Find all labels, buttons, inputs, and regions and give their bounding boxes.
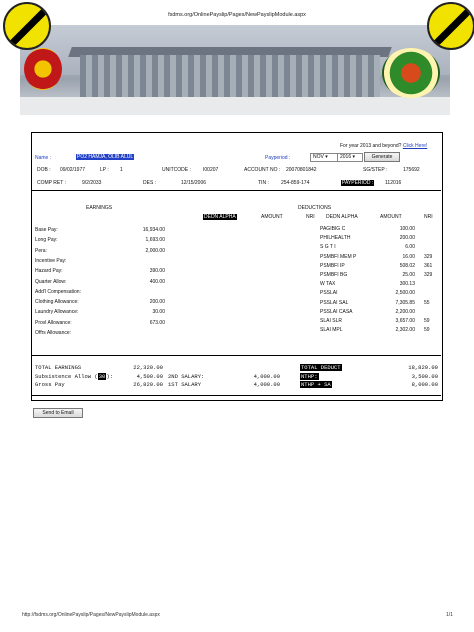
earnings-item-label: Base Pay: [35, 227, 58, 233]
earnings-item-value: 673.00 [149, 319, 165, 326]
des-value: 12/15/2006 [181, 180, 207, 186]
earnings-item-label: Hazard Pay: [35, 268, 63, 275]
deduction-alpha: PHILHEALTH [320, 235, 351, 242]
deduction-amount: 6.00 [405, 244, 415, 251]
deduction-nri: 329 [424, 253, 433, 260]
deduction-nri: 361 [424, 262, 433, 269]
month-select-value: NOV [313, 154, 324, 160]
deductions-title: DEDUCTIONS [298, 205, 332, 211]
amount-header-2: AMOUNT [380, 214, 402, 220]
name-value: PO2 HAMJA, OLIB ALUL [77, 154, 134, 160]
generate-button[interactable]: Generate [364, 152, 400, 162]
send-to-email-button[interactable]: Send to Email [33, 408, 83, 418]
deduction-alpha: PSMBFI IP [320, 262, 345, 269]
divider-totals [32, 355, 441, 356]
finance-service-logo [382, 48, 440, 98]
lp-label: LP : [100, 167, 109, 173]
earnings-item-label: Quarter Allow: [35, 278, 67, 285]
account-value: 20070801842 [286, 167, 317, 173]
divider-bottom [32, 395, 441, 396]
account-label: ACCOUNT NO : [244, 167, 281, 173]
print-footer-url: http://fsdms.org/OnlinePayslip/Pages/NewPayslipModule.aspx [22, 612, 160, 618]
nri-header-2: NRI [424, 214, 433, 220]
divider-info [32, 190, 441, 191]
deduction-nri: 329 [424, 272, 433, 278]
payperiod2-label-text: PAYPERIOD : [342, 180, 374, 186]
dedn-alpha-header-2: DEDN ALPHA [326, 214, 358, 220]
earnings-title: EARNINGS [86, 205, 113, 211]
deduction-amount: 2,500.00 [395, 290, 415, 297]
earnings-item-label: Incentive Pay: [35, 257, 67, 264]
tin-label: TIN : [258, 180, 269, 186]
earnings-item-value: 390.00 [149, 268, 165, 275]
print-page-number: 1/1 [446, 612, 453, 618]
unitcode-value: I00207 [203, 167, 219, 173]
gross-pay-label: Gross Pay [35, 381, 65, 388]
sg-step-label: SG/STEP : [363, 167, 388, 173]
earnings-item-label: Offrs Allowance: [35, 330, 72, 336]
click-here-link[interactable]: Click Here! [402, 143, 428, 149]
dob-value: 09/02/1977 [60, 167, 86, 173]
unitcode-label: UNITCODE : [162, 167, 191, 173]
payperiod2-value: 112016 [385, 180, 402, 186]
total-earnings-value: 22,320.00 [133, 364, 163, 371]
earnings-item-value: 16,934.00 [142, 227, 165, 233]
dob-label: DOB : [37, 167, 51, 173]
second-salary-value: 4,000.00 [253, 373, 280, 380]
earnings-item-label: Provl Allowance: [35, 319, 72, 326]
earnings-item-label: Pera: [35, 247, 47, 254]
total-deduct-value: 18,820.00 [408, 364, 438, 371]
deduction-amount: 16.00 [402, 253, 415, 260]
deduction-alpha: S G T I [320, 244, 336, 251]
deduction-amount: 25.00 [402, 272, 415, 278]
first-salary-label: 1ST SALARY [168, 381, 202, 388]
lp-value: 1 [120, 167, 123, 173]
compret-label: COMP RET : [37, 180, 66, 186]
subsistence-label [35, 373, 113, 380]
earnings-item-label: Clothing Allowance: [35, 299, 79, 306]
deduction-nri: 55 [424, 299, 430, 306]
pnp-seal-logo [24, 48, 62, 90]
gross-pay-value: 26,820.00 [133, 381, 163, 388]
corner-stamp-left-icon [3, 2, 51, 50]
deduction-alpha: PAGIBIG C [320, 226, 346, 232]
deduction-amount: 2,302.00 [395, 327, 415, 334]
subsistence-close: ): [106, 373, 113, 380]
year-select[interactable]: 2016 ▾ [337, 153, 363, 162]
tin-value: 254-859-174 [281, 180, 310, 186]
banner-ground [20, 97, 450, 115]
year-prompt [340, 143, 427, 149]
deduction-alpha: PSSLAI SAL [320, 299, 349, 306]
banner-building [80, 55, 380, 100]
print-url: fsdms.org/OnlinePayslip/Pages/NewPayslipModule.aspx [168, 12, 306, 18]
earnings-item-value: 400.00 [149, 278, 165, 285]
deduction-nri: 59 [424, 318, 430, 324]
deduction-alpha: W TAX [320, 281, 336, 288]
earnings-item-label: Add'l Compensation: [35, 288, 81, 295]
nri-header-1: NRI [306, 214, 315, 220]
earnings-item-label: Laundry Allowance: [35, 309, 79, 316]
earnings-item-label: Long Pay: [35, 237, 58, 244]
deduction-nri: 59 [424, 327, 430, 334]
subsistence-value: 4,500.00 [136, 373, 163, 380]
deduction-alpha: PSMBFI MEM P [320, 253, 357, 260]
second-salary-label: 2ND SALARY: [168, 373, 205, 380]
earnings-item-value: 1,693.00 [145, 237, 165, 244]
nthp-label: NTHP: [301, 373, 318, 380]
deduction-alpha: PSSLAI [320, 290, 338, 297]
earnings-item-value: 200.00 [149, 299, 165, 306]
nthp-sa-label: NTHP + SA [301, 381, 331, 388]
deduction-amount: 100.00 [399, 226, 415, 232]
deduction-amount: 508.02 [399, 262, 415, 269]
subsistence-label-text: Subsistence Allow ( [35, 373, 98, 380]
corner-stamp-right-icon [427, 2, 474, 50]
total-deduct-label: TOTAL DEDUCT [301, 364, 341, 371]
subsistence-days: 30 [98, 373, 106, 380]
year-select-value: 2016 [340, 154, 352, 160]
des-label: DES : [143, 180, 157, 186]
payperiod-label: Payperiod : [265, 155, 291, 161]
earnings-item-value: 30.00 [152, 309, 165, 316]
sg-step-value: 175692 [403, 167, 420, 173]
year-prompt-text: For year 2013 and beyond? [340, 143, 402, 149]
amount-header-1: AMOUNT [261, 214, 283, 220]
deduction-amount: 300.13 [399, 281, 415, 288]
payperiod2-label [341, 180, 374, 186]
deduction-alpha: PSMBFI BG [320, 272, 348, 278]
nthp-value: 3,500.00 [411, 373, 438, 380]
name-label: Name : [35, 155, 52, 161]
deduction-amount: 2,200.00 [395, 308, 415, 315]
total-earnings-label: TOTAL EARNINGS [35, 364, 82, 371]
deduction-amount: 7,305.85 [395, 299, 415, 306]
deduction-alpha: SLAI MPL [320, 327, 343, 334]
earnings-item-value: 2,000.00 [145, 247, 165, 254]
deduction-alpha: SLAI SLR [320, 318, 342, 324]
dedn-alpha-header-1: DEDN ALPHA [204, 214, 236, 220]
deduction-amount: 3,657.00 [395, 318, 415, 324]
first-salary-value: 4,000.00 [253, 381, 280, 388]
deduction-alpha: PSSLAI CASA [320, 308, 353, 315]
nthp-sa-value: 8,000.00 [411, 381, 438, 388]
compret-value: 9/2/2033 [82, 180, 102, 186]
month-select[interactable]: NOV ▾ [310, 153, 338, 162]
deduction-amount: 200.00 [399, 235, 415, 242]
